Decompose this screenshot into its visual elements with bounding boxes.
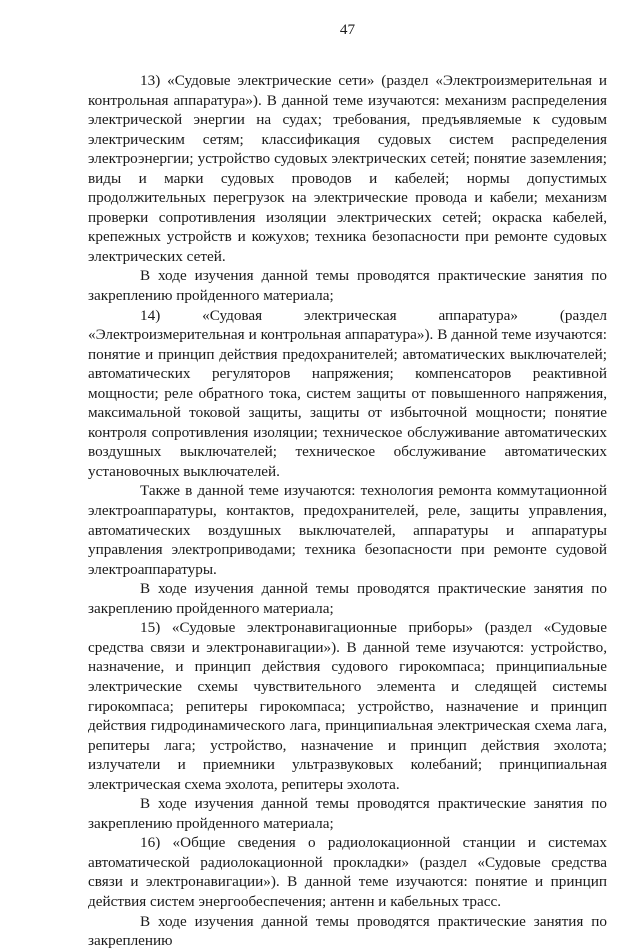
paragraph-topic-15: 15) «Судовые электронавигационные приборы» (раздел «Судовые средства связи и электронавигации»). В данной теме изучаются: устройство, назначение, и принцип действия судового гирокомпаса; принципиальные электрические схемы чувствительного элемента и следящей системы гирокомпаса; репитеры гирокомпаса; устройство, назначение и принцип действия гидродинамического лага, принципиальная электрическая схема лага, репитеры лага; устройство, назначение и принцип действия эхолота; излучатели и приемники ультразвуковых колебаний; принципиальная электрическая схема эхолота, репитеры эхолота. (88, 619, 607, 793)
paragraph-practice-note-truncated: В ходе изучения данной темы проводятся практические занятия по закреплению (88, 912, 607, 950)
paragraph-topic-16: 16) «Общие сведения о радиолокационной станции и системах автоматической радиолокационной прокладки» (раздел «Судовые средства связи и электронавигации»). В данной теме изучаются: понятие и принцип действия систем энергообеспечения; антенн и кабельных трасс. (88, 834, 607, 910)
paragraph-topic-14: 14) «Судовая электрическая аппаратура» (раздел «Электроизмерительная и контрольная аппаратура»). В данной теме изучаются: понятие и принцип действия предохранителей; автоматических выключателей; автоматических регуляторов напряжения; компенсаторов реактивной мощности; реле обратного тока, систем защиты от повышенного напряжения, максимальной токовой защиты, защиты от избыточной мощности; понятие контроля сопротивления изоляции; техническое обслуживание автоматических воздушных выключателей; техническое обслуживание автоматических установочных выключателей. (88, 306, 607, 480)
paragraph-practice-note: В ходе изучения данной темы проводятся практические занятия по закреплению пройденного материала; (88, 267, 607, 305)
body-text (88, 71, 607, 951)
paragraph-practice-note: В ходе изучения данной темы проводятся практические занятия по закреплению пройденного материала; (88, 580, 607, 617)
paragraph-topic-13: 13) «Судовые электрические сети» (раздел «Электроизмерительная и контрольная аппаратура»). В данной теме изучаются: механизм распределения электрической энергии на судах; требования, предъявляемые к судовым электрическим сетям; классификация судовых систем распределения электроэнергии; устройство судовых электрических сетей; понятие заземления; виды и марки судовых проводов и кабелей; нормы допустимых продолжительных перегрузок на электрические провода и кабели; механизм проверки сопротивления изоляции электрических сетей; окраска кабелей, крепежных устройств и кожухов; техника безопасности при ремонте судовых электрических сетей. (88, 72, 607, 265)
paragraph-topic-14-extra: Также в данной теме изучаются: технология ремонта коммутационной электроаппаратуры, контактов, предохранителей, реле, защиты управления, автоматических воздушных выключателей, аппаратуры и аппаратуры управления электроприводами; техника безопасности при ремонте судовой электроаппаратуры. (88, 482, 607, 578)
paragraph-practice-note: В ходе изучения данной темы проводятся практические занятия по закреплению пройденного материала; (88, 795, 607, 832)
page-number: 47 (339, 21, 356, 38)
